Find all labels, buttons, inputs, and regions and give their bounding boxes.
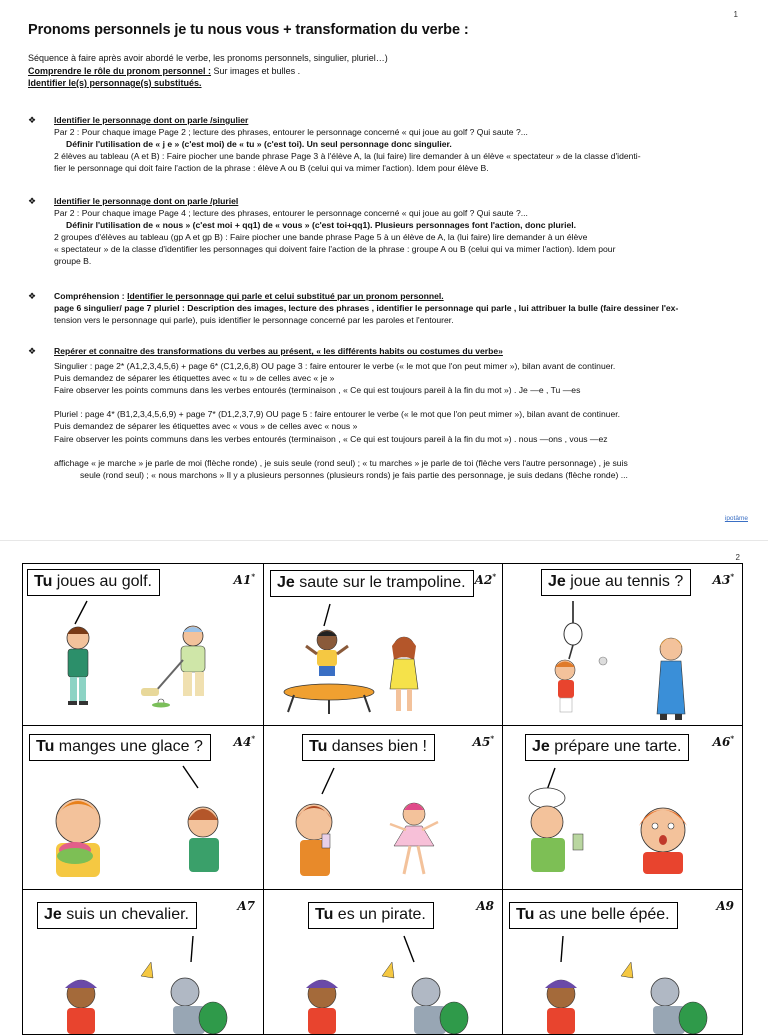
knight-pirate-scene-illustration [503, 890, 742, 1034]
card-code-text: A3 [712, 573, 731, 587]
bubble-pronoun: Tu [315, 906, 334, 923]
card-a3[interactable] [503, 564, 742, 726]
page-number: 1 [733, 10, 738, 19]
knight-character [621, 962, 707, 1034]
section-line: Définir l'utilisation de « j e » (c'est moi) de « tu » (c'est toi). Un seul personnage donc singulier. [66, 139, 452, 150]
surprised-girl-character [639, 808, 687, 874]
bubble-pronoun: Tu [516, 906, 535, 923]
section-line: Par 2 : Pour chaque image Page 4 ; lecture des phrases, entourer le personnage concerné « qui joue au golf ? Qui saute ?... [54, 208, 528, 219]
section-line: tension vers le personnage qui parle), puis identifier le personnage concerné par les paroles et l'entourer. [54, 315, 454, 326]
boy-character [188, 807, 219, 872]
page-number: 2 [735, 553, 740, 562]
page-title: Pronoms personnels je tu nous vous + transformation du verbe : [28, 22, 469, 38]
section-line: Faire observer les points communs dans les verbes entourés (terminaison , « Ce qui est toujours pareil à la fin du mot ») . nous —ons , vous —ez [54, 433, 608, 444]
card-code-text: A1 [233, 573, 252, 587]
card-code-text: A6 [712, 735, 731, 749]
bubble-pronoun: Je [548, 573, 566, 590]
bubble-text: prépare une tarte. [549, 738, 682, 755]
section-line: seule (rond seul) ; « nous marchons » Il y a plusieurs personnes (plusieurs ronds) je fais partie des personnage, je suis dedans (flèche ronde) ... [80, 469, 628, 480]
card-code-text: A2 [474, 573, 493, 587]
bullet-icon: ❖ [28, 291, 37, 301]
intro-line: Identifier le(s) personnage(s) substitués. [28, 78, 202, 88]
footer-link[interactable]: ipotâme [724, 515, 748, 522]
card-a1[interactable] [23, 564, 264, 726]
tennis-scene-illustration [503, 564, 742, 726]
bullet-icon: ❖ [28, 346, 37, 356]
section-pluriel [28, 195, 740, 268]
bubble-text: as une belle épée. [534, 906, 670, 923]
section-line: fier le personnage qui doit faire l'action de la phrase : élève A ou B (celui qui va mimer l'action). Idem pour élève B. [54, 163, 489, 174]
section-spacer [54, 396, 740, 408]
section-heading: Identifier le personnage dont on parle /pluriel [54, 196, 239, 206]
section-line: affichage « je marche » je parle de moi (flèche ronde) , je suis seule (rond seul) ; « tu marches » je parle de toi (flèche vers l'autre personnage) , je suis [54, 457, 628, 468]
chef-boy-character [529, 788, 583, 872]
bubble-text: saute sur le trampoline. [294, 574, 466, 591]
card-grid [22, 563, 743, 1035]
cooking-scene-illustration [503, 726, 742, 890]
jumping-boy-character [306, 630, 348, 676]
section-line: Puis demandez de séparer les étiquettes avec « tu » de celles avec « je » [54, 373, 335, 384]
golf-scene-illustration [23, 564, 264, 726]
section-line: Pluriel : page 4* (B1,2,3,4,5,6,9) + page 7* (D1,2,3,7,9) OU page 5 : faire entourer le verbe (« le mot que l'on peut mimer »), bilan avant de continuer. [54, 409, 621, 420]
woman-character [657, 638, 685, 720]
section-line: « spectateur » de la classe d'identifier les personnages qui doivent faire l'action de la phrase : groupe A ou B (celui qui va mimer l'action). Idem pour [54, 244, 616, 255]
boy-drinking-character [296, 804, 332, 876]
bubble-pronoun: Tu [34, 573, 53, 590]
card-code-mark: * [490, 734, 494, 743]
dance-scene-illustration [264, 726, 503, 890]
bullet-icon: ❖ [28, 115, 37, 125]
tennis-boy-character [555, 623, 607, 712]
section-spacer [54, 445, 740, 457]
bubble-pronoun: Je [277, 574, 295, 591]
ballerina-character [390, 803, 438, 874]
bubble-text: manges une glace ? [54, 738, 203, 755]
ice-cream-scene-illustration [23, 726, 264, 890]
bubble-pronoun: Tu [36, 738, 55, 755]
boy-character [67, 627, 89, 705]
section-singulier [28, 114, 740, 174]
pirate-character [306, 980, 338, 1034]
card-code-mark: * [730, 734, 734, 743]
intro-line [28, 65, 388, 78]
intro-line: Séquence à faire après avoir abordé le verbe, les pronoms personnels, singulier, pluriel…) [28, 53, 388, 63]
card-a5[interactable] [264, 726, 503, 890]
intro-text: Sur images et bulles . [211, 65, 301, 76]
knight-pirate-scene-illustration [23, 890, 264, 1034]
card-code-text: A8 [476, 899, 494, 913]
bubble-text: danses bien ! [327, 738, 427, 755]
section-line: Puis demandez de séparer les étiquettes avec « vous » de celles avec « nous » [54, 421, 358, 432]
section-line: Définir l'utilisation de « nous » (c'est moi + qq1) de « vous » (c'est toi+qq1). Plusieurs personnages font l'action, donc pluriel. [66, 220, 577, 231]
knight-character [141, 962, 227, 1034]
knight-character [382, 962, 468, 1034]
section-comprehension [28, 290, 740, 326]
bubble-text: es un pirate. [333, 906, 426, 923]
trampoline-scene-illustration [264, 564, 503, 726]
pirate-character [545, 980, 577, 1034]
card-code-text: A5 [472, 735, 491, 749]
card-code-mark: * [730, 572, 734, 581]
bubble-pronoun: Je [44, 906, 62, 923]
section-line: Faire observer les points communs dans les verbes entourés (terminaison , « Ce qui est toujours pareil à la fin du mot ») . Je —e , Tu —es [54, 385, 581, 396]
section-line: Par 2 : Pour chaque image Page 2 ; lecture des phrases, entourer le personnage concerné « qui joue au golf ? Qui saute ?... [54, 127, 528, 138]
golfer-character [141, 626, 205, 708]
knight-pirate-scene-illustration [264, 890, 503, 1034]
bubble-text: suis un chevalier. [61, 906, 189, 923]
bubble-text: joue au tennis ? [565, 573, 684, 590]
section-transformations [28, 345, 740, 481]
card-a4[interactable] [23, 726, 264, 890]
section-heading: Repérer et connaitre des transformations du verbes au présent, « les différents habits ou costumes du verbe» [54, 346, 503, 356]
intro-label: Comprendre le rôle du pronom personnel : [28, 65, 212, 76]
section-heading-prefix: Compréhension : [54, 291, 128, 301]
card-a2[interactable] [264, 564, 503, 726]
pirate-character [65, 980, 97, 1034]
card-a7[interactable] [23, 890, 264, 1034]
card-code-mark: * [251, 572, 255, 581]
page-separator [0, 540, 768, 541]
section-line: page 6 singulier/ page 7 pluriel : Description des images, lecture des phrases , identifier le personnage qui parle , lui attribuer la bulle (faire dessiner l'ex- [54, 303, 679, 314]
card-code-text: A4 [233, 735, 252, 749]
bubble-text: joues au golf. [52, 573, 152, 590]
bubble-pronoun: Je [532, 738, 550, 755]
card-code-mark: * [492, 572, 496, 581]
girl-character [390, 637, 418, 711]
bubble-pronoun: Tu [309, 738, 328, 755]
trampoline-icon [284, 684, 374, 714]
section-line: groupe B. [54, 256, 92, 267]
card-code-text: A7 [237, 899, 255, 913]
card-a8[interactable] [264, 890, 503, 1034]
section-line: Singulier : page 2* (A1,2,3,4,5,6) + page 6* (C1,2,6,8) OU page 3 : faire entourer le verbe (« le mot que l'on peut mimer »), bilan avant de continuer. [54, 361, 616, 372]
section-line: 2 groupes d'élèves au tableau (gp A et gp B) : Faire piocher une bande phrase Page 5 à un élève de A, la (lui faire) lire demander à un élève [54, 232, 588, 243]
card-a6[interactable] [503, 726, 742, 890]
section-heading: Identifier le personnage dont on parle /singulier [54, 115, 249, 125]
bullet-icon: ❖ [28, 196, 37, 206]
section-heading: Identifier le personnage qui parle et celui substitué par un pronom personnel. [127, 291, 444, 301]
boy-with-ice-cream-character [55, 799, 101, 877]
intro-block [28, 52, 388, 90]
card-code-mark: * [251, 734, 255, 743]
card-code-text: A9 [716, 899, 734, 913]
section-line: 2 élèves au tableau (A et B) : Faire piocher une bande phrase Page 3 à l'élève A, la (lui faire) lire demander à un élève « spectateur » de la classe d'identi- [54, 151, 641, 162]
card-a9[interactable] [503, 890, 742, 1034]
